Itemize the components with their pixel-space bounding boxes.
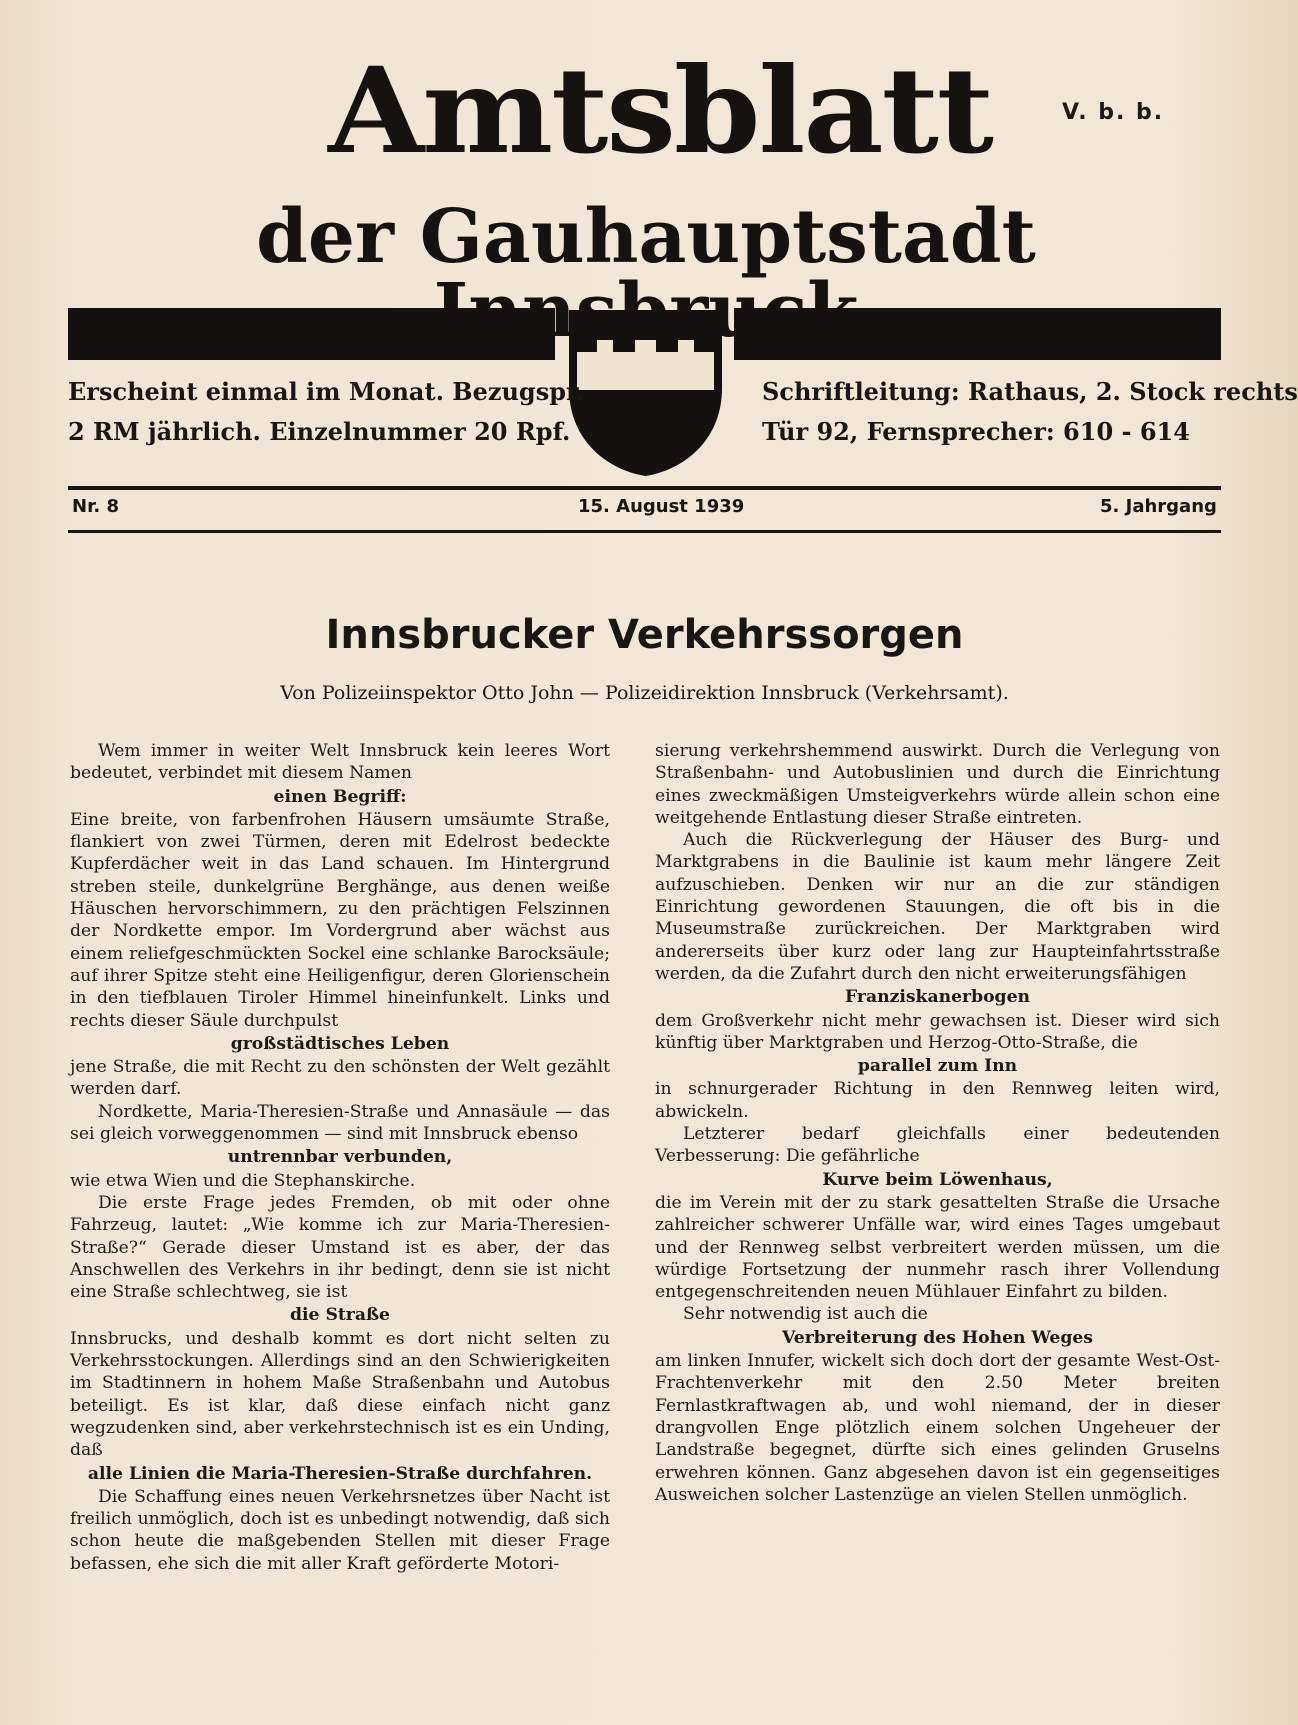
article-paragraph: die im Verein mit der zu stark gesattelten Straße die Ursache zahlreicher schwerer Unfälle war, wird eines Tages umgebaut und der Rennweg selbst verbreitert werden müssen, um die würdige Fortsetzung der nunmehr rasch ihrer Vollendung entgegenschreitenden neuen Mühlauer Einfahrt zu bilden. <box>655 1192 1220 1303</box>
article-byline: Von Polizeiinspektor Otto John — Polizeidirektion Innsbruck (Verkehrsamt). <box>280 682 1009 704</box>
article-paragraph: dem Großverkehr nicht mehr gewachsen ist. Dieser wird sich künftig über Marktgraben und Herzog-Otto-Straße, die <box>655 1010 1220 1053</box>
article-paragraph: Die erste Frage jedes Fremden, ob mit oder ohne Fahrzeug, lautet: „Wie komme ich zur Maria-Theresien-Straße?“ Gerade dieser Umstand ist es aber, der das Anschwellen des Verkehrs in ihr bedingt, denn sie ist nicht eine Straße schlechtweg, sie ist <box>70 1192 610 1303</box>
subscription-line-2: 2 RM jährlich. Einzelnummer 20 Rpf. <box>68 417 571 446</box>
article-subheading: Kurve beim Löwenhaus, <box>822 1169 1053 1190</box>
contact-line-2: Tür 92, Fernsprecher: 610 - 614 <box>762 417 1190 446</box>
article-headline: Innsbrucker Verkehrssorgen <box>325 612 964 658</box>
issue-rule-bottom <box>68 530 1221 533</box>
article-subheading: parallel zum Inn <box>857 1056 1018 1077</box>
masthead-bar-left <box>68 308 555 360</box>
coat-of-arms-icon <box>563 306 728 478</box>
article-subheading: Franziskanerbogen <box>844 987 1031 1008</box>
article-subheading: alle Linien die Maria-Theresien-Straße durchfahren. <box>87 1463 593 1484</box>
subscription-info <box>68 372 585 452</box>
article-subheading: untrennbar verbunden, <box>227 1147 453 1168</box>
article-paragraph: jene Straße, die mit Recht zu den schönsten der Welt gezählt werden darf. <box>70 1057 610 1100</box>
issue-volume: 5. Jahrgang <box>1100 496 1217 517</box>
article-paragraph: Nordkette, Maria-Theresien-Straße und Annasäule — das sei gleich vorweggenommen — sind mit Innsbruck ebenso <box>70 1101 610 1145</box>
article-subheading: die Straße <box>289 1305 390 1326</box>
subscription-line-1: Erscheint einmal im Monat. Bezugspr. <box>68 377 585 406</box>
article-paragraph: Auch die Rückverlegung der Häuser des Burg- und Marktgrabens in die Baulinie ist kaum mehr längere Zeit aufzuschieben. Denken wir nur an die zur ständigen Einrichtung gewordenen Stauungen, die oft bis in die Museumstraße zurückreichen. Der Marktgraben wird andererseits über kurz oder lang zur Haupteinfahrtsstraße werden, da die Zufahrt durch den nicht erweiterungsfähigen <box>655 830 1220 984</box>
article-subheading: einen Begriff: <box>273 786 407 807</box>
masthead-subtitle: der Gauhauptstadt <box>256 194 1036 280</box>
article-paragraph: sierung verkehrshemmend auswirkt. Durch die Verlegung von Straßenbahn- und Autobuslinien und durch die Einrichtung eines zweckmäßigen Umsteigverkehrs würde allein schon eine weitgehende Entlastung dieser Straße eintreten. <box>655 741 1220 828</box>
article-paragraph: Eine breite, von farbenfrohen Häusern umsäumte Straße, flankiert von zwei Türmen, deren mit Edelrost bedeckte Kupferdächer weit in das Land schauen. Im Hintergrund streben steile, dunkelgrüne Berghänge, aus denen weiße Häuschen hervorschimmern, zu den prächtigen Felszinnen der Nordkette empor. Im Vordergrund aber wächst aus einem reliefgeschmückten Sockel eine schlanke Barocksäule; auf ihrer Spitze steht eine Heiligenfigur, deren Glorienschein in den tiefblauen Tiroler Himmel hineinfunkelt. Links und rechts dieser Säule durchpulst <box>70 809 610 1031</box>
article-column-right <box>655 740 1220 1506</box>
article-subheading: Verbreiterung des Hohen Weges <box>782 1327 1093 1348</box>
article-column-left <box>70 740 610 1575</box>
article-paragraph: am linken Innufer, wickelt sich doch dort der gesamte West-Ost-Frachtenverkehr mit den 2.50 Meter breiten Fernlastkraftwagen ab, und wohl niemand, der in dieser drangvollen Enge plötzlich einem solchen Ungeheuer der Landstraße begegnet, dürfte sich eines gelinden Gruselns erwehren können. Ganz abgesehen davon ist ein gegenseitiges Ausweichen solcher Lastenzüge an vielen Stellen unmöglich. <box>655 1351 1220 1505</box>
issue-number: Nr. 8 <box>72 496 120 517</box>
article-subheading: großstädtisches Leben <box>230 1033 450 1054</box>
issue-date: 15. August 1939 <box>578 496 745 517</box>
article-paragraph: Innsbrucks, und deshalb kommt es dort nicht selten zu Verkehrsstockungen. Allerdings sind an den Schwierigkeiten im Stadtinnern in hohem Maße Straßenbahn und Autobus beteiligt. Es ist klar, daß diese einfach nicht ganz wegzudenken sind, aber verkehrstechnisch ist es ein Unding, daß <box>70 1328 610 1461</box>
article-paragraph: Wem immer in weiter Welt Innsbruck kein leeres Wort bedeutet, verbindet mit diesem Namen <box>70 741 610 784</box>
issue-rule-top <box>68 486 1221 490</box>
postal-mark: V. b. b. <box>1062 100 1165 125</box>
masthead-title: Amtsblatt <box>328 41 992 180</box>
article-paragraph: in schnurgerader Richtung in den Rennweg leiten wird, abwickeln. <box>655 1079 1220 1122</box>
article-paragraph: Letzterer bedarf gleichfalls einer bedeutenden Verbesserung: Die gefährliche <box>655 1124 1220 1167</box>
masthead-bar-right <box>734 308 1221 360</box>
article-paragraph: Sehr notwendig ist auch die <box>683 1304 928 1325</box>
article-paragraph: wie etwa Wien und die Stephanskirche. <box>70 1170 416 1191</box>
editorial-contact <box>762 372 1298 452</box>
contact-line-1: Schriftleitung: Rathaus, 2. Stock rechts <box>762 377 1298 406</box>
article-paragraph: Die Schaffung eines neuen Verkehrsnetzes über Nacht ist freilich unmöglich, doch ist es unbedingt notwendig, daß sich schon heute die maßgebenden Stellen mit dieser Frage befassen, ehe sich die mit aller Kraft geförderte Motori- <box>70 1486 610 1574</box>
